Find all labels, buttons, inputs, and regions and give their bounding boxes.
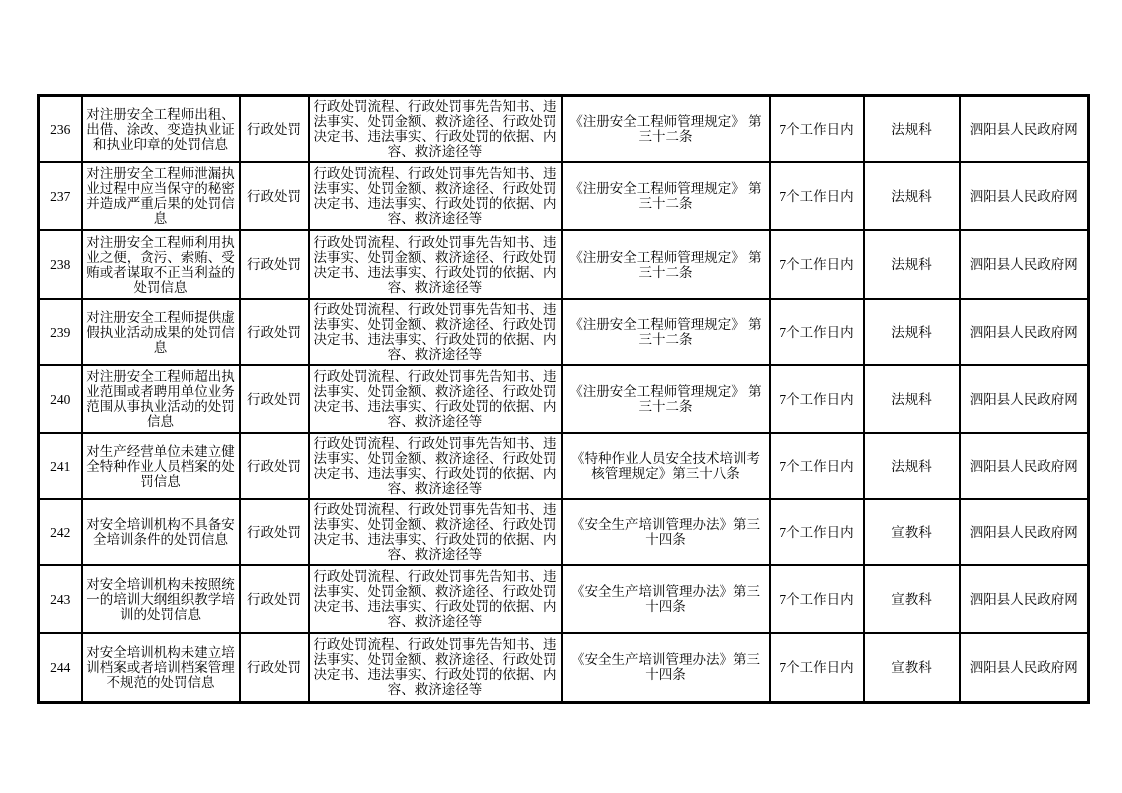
penalty-description-cell: 对注册安全工程师提供虚假执业活动成果的处罚信息 <box>82 299 240 365</box>
table-body <box>39 96 1089 703</box>
department-cell: 法规科 <box>864 162 960 230</box>
penalty-type-cell: 行政处罚 <box>240 96 309 163</box>
disclosure-content-cell: 行政处罚流程、行政处罚事先告知书、违法事实、处罚金额、救济途径、行政处罚决定书、违法事实、行政处罚的依据、内容、救济途径等 <box>309 230 562 299</box>
row-index-cell: 242 <box>39 499 82 565</box>
disclosure-content-cell: 行政处罚流程、行政处罚事先告知书、违法事实、处罚金额、救济途径、行政处罚决定书、违法事实、行政处罚的依据、内容、救济途径等 <box>309 96 562 163</box>
row-index-cell: 241 <box>39 433 82 499</box>
website-cell: 泗阳县人民政府网 <box>960 230 1089 299</box>
row-index-cell: 239 <box>39 299 82 365</box>
time-limit-cell: 7个工作日内 <box>770 365 864 433</box>
time-limit-cell: 7个工作日内 <box>770 499 864 565</box>
time-limit-cell: 7个工作日内 <box>770 433 864 499</box>
legal-basis-cell: 《注册安全工程师管理规定》 第三十二条 <box>562 230 770 299</box>
table-row <box>39 299 1089 365</box>
table-row <box>39 365 1089 433</box>
legal-basis-cell: 《注册安全工程师管理规定》 第三十二条 <box>562 365 770 433</box>
department-cell: 法规科 <box>864 230 960 299</box>
disclosure-content-cell: 行政处罚流程、行政处罚事先告知书、违法事实、处罚金额、救济途径、行政处罚决定书、违法事实、行政处罚的依据、内容、救济途径等 <box>309 162 562 230</box>
website-cell: 泗阳县人民政府网 <box>960 433 1089 499</box>
department-cell: 法规科 <box>864 365 960 433</box>
penalty-type-cell: 行政处罚 <box>240 299 309 365</box>
disclosure-content-cell: 行政处罚流程、行政处罚事先告知书、违法事实、处罚金额、救济途径、行政处罚决定书、违法事实、行政处罚的依据、内容、救济途径等 <box>309 299 562 365</box>
row-index-cell: 240 <box>39 365 82 433</box>
legal-basis-cell: 《注册安全工程师管理规定》 第三十二条 <box>562 299 770 365</box>
penalty-type-cell: 行政处罚 <box>240 565 309 633</box>
disclosure-content-cell: 行政处罚流程、行政处罚事先告知书、违法事实、处罚金额、救济途径、行政处罚决定书、违法事实、行政处罚的依据、内容、救济途径等 <box>309 433 562 499</box>
row-index-cell: 236 <box>39 96 82 163</box>
penalty-description-cell: 对注册安全工程师利用执业之便，贪污、索贿、受贿或者谋取不正当利益的处罚信息 <box>82 230 240 299</box>
department-cell: 宣教科 <box>864 633 960 702</box>
penalty-description-cell: 对安全培训机构不具备安全培训条件的处罚信息 <box>82 499 240 565</box>
legal-basis-cell: 《注册安全工程师管理规定》 第三十二条 <box>562 162 770 230</box>
department-cell: 宣教科 <box>864 499 960 565</box>
website-cell: 泗阳县人民政府网 <box>960 299 1089 365</box>
time-limit-cell: 7个工作日内 <box>770 633 864 702</box>
legal-basis-cell: 《安全生产培训管理办法》第三十四条 <box>562 633 770 702</box>
table-row <box>39 230 1089 299</box>
department-cell: 宣教科 <box>864 565 960 633</box>
row-index-cell: 244 <box>39 633 82 702</box>
table-row <box>39 162 1089 230</box>
legal-basis-cell: 《特种作业人员安全技术培训考核管理规定》第三十八条 <box>562 433 770 499</box>
time-limit-cell: 7个工作日内 <box>770 299 864 365</box>
penalty-description-cell: 对注册安全工程师出租、出借、涂改、变造执业证和执业印章的处罚信息 <box>82 96 240 163</box>
penalty-description-cell: 对注册安全工程师超出执业范围或者聘用单位业务范围从事执业活动的处罚信息 <box>82 365 240 433</box>
row-index-cell: 237 <box>39 162 82 230</box>
row-index-cell: 238 <box>39 230 82 299</box>
penalty-type-cell: 行政处罚 <box>240 433 309 499</box>
disclosure-content-cell: 行政处罚流程、行政处罚事先告知书、违法事实、处罚金额、救济途径、行政处罚决定书、违法事实、行政处罚的依据、内容、救济途径等 <box>309 633 562 702</box>
table-row <box>39 499 1089 565</box>
department-cell: 法规科 <box>864 433 960 499</box>
penalty-type-cell: 行政处罚 <box>240 365 309 433</box>
disclosure-content-cell: 行政处罚流程、行政处罚事先告知书、违法事实、处罚金额、救济途径、行政处罚决定书、违法事实、行政处罚的依据、内容、救济途径等 <box>309 365 562 433</box>
penalty-description-cell: 对注册安全工程师泄漏执业过程中应当保守的秘密并造成严重后果的处罚信息 <box>82 162 240 230</box>
disclosure-content-cell: 行政处罚流程、行政处罚事先告知书、违法事实、处罚金额、救济途径、行政处罚决定书、违法事实、行政处罚的依据、内容、救济途径等 <box>309 499 562 565</box>
time-limit-cell: 7个工作日内 <box>770 96 864 163</box>
department-cell: 法规科 <box>864 299 960 365</box>
penalty-type-cell: 行政处罚 <box>240 499 309 565</box>
time-limit-cell: 7个工作日内 <box>770 565 864 633</box>
website-cell: 泗阳县人民政府网 <box>960 365 1089 433</box>
website-cell: 泗阳县人民政府网 <box>960 565 1089 633</box>
website-cell: 泗阳县人民政府网 <box>960 499 1089 565</box>
website-cell: 泗阳县人民政府网 <box>960 96 1089 163</box>
table-row <box>39 565 1089 633</box>
disclosure-content-cell: 行政处罚流程、行政处罚事先告知书、违法事实、处罚金额、救济途径、行政处罚决定书、违法事实、行政处罚的依据、内容、救济途径等 <box>309 565 562 633</box>
legal-basis-cell: 《安全生产培训管理办法》第三十四条 <box>562 499 770 565</box>
penalty-type-cell: 行政处罚 <box>240 633 309 702</box>
table-row <box>39 433 1089 499</box>
penalty-disclosure-table <box>37 94 1090 704</box>
time-limit-cell: 7个工作日内 <box>770 162 864 230</box>
penalty-description-cell: 对生产经营单位未建立健全特种作业人员档案的处罚信息 <box>82 433 240 499</box>
penalty-description-cell: 对安全培训机构未按照统一的培训大纲组织教学培训的处罚信息 <box>82 565 240 633</box>
table-row <box>39 633 1089 702</box>
legal-basis-cell: 《安全生产培训管理办法》第三十四条 <box>562 565 770 633</box>
penalty-description-cell: 对安全培训机构未建立培训档案或者培训档案管理不规范的处罚信息 <box>82 633 240 702</box>
time-limit-cell: 7个工作日内 <box>770 230 864 299</box>
penalty-type-cell: 行政处罚 <box>240 230 309 299</box>
website-cell: 泗阳县人民政府网 <box>960 633 1089 702</box>
table-row <box>39 96 1089 163</box>
legal-basis-cell: 《注册安全工程师管理规定》 第三十二条 <box>562 96 770 163</box>
website-cell: 泗阳县人民政府网 <box>960 162 1089 230</box>
penalty-type-cell: 行政处罚 <box>240 162 309 230</box>
department-cell: 法规科 <box>864 96 960 163</box>
row-index-cell: 243 <box>39 565 82 633</box>
